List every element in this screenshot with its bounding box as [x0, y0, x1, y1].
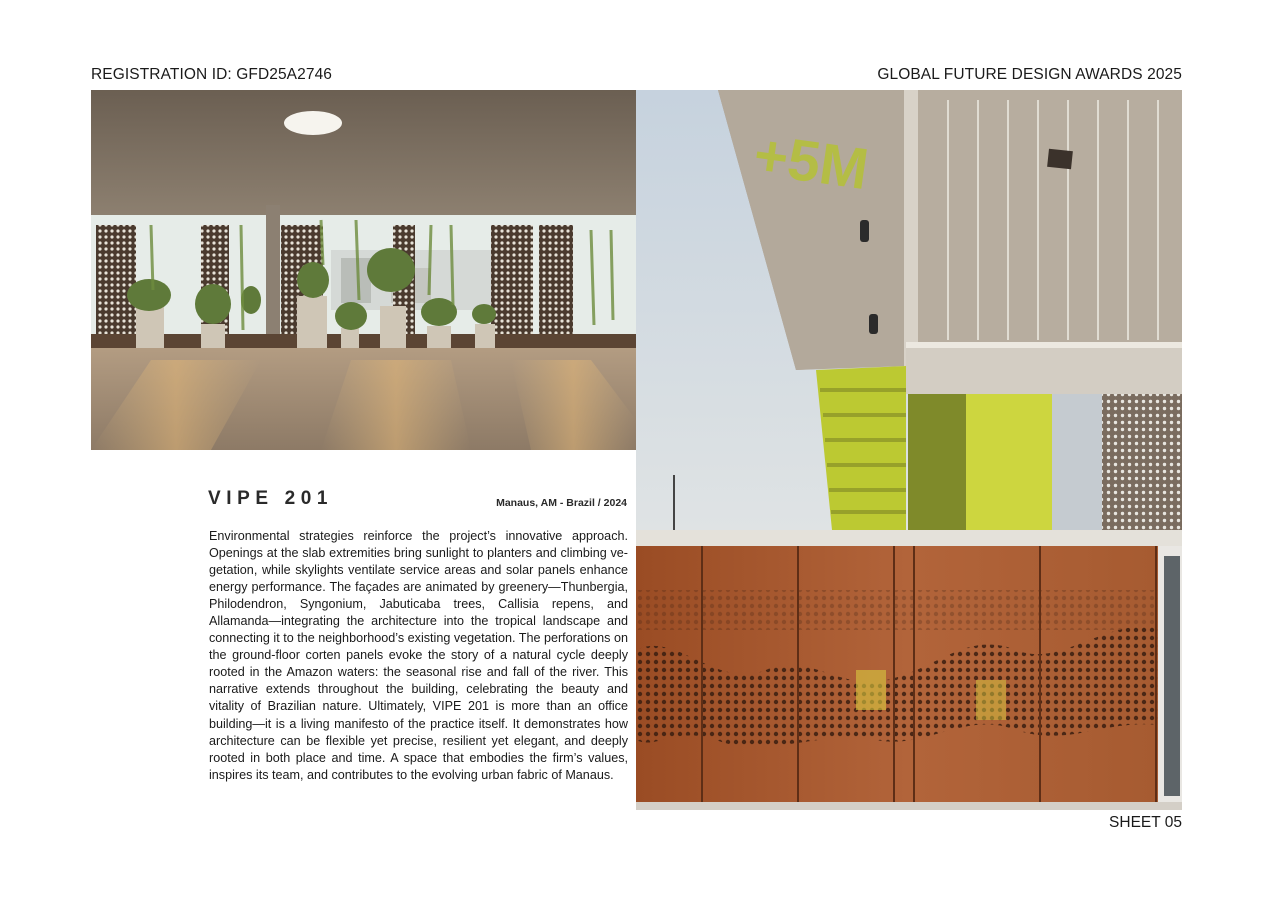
- project-location: Manaus, AM - Brazil / 2024: [496, 497, 627, 509]
- registration-id: REGISTRATION ID: GFD25A2746: [91, 66, 333, 83]
- project-description: Environmental strategies reinforce the project’s innovative approach. Openings at the slab extremities bring sunlight to planters and climbing vegetation, while skylights ventilate service areas and solar panels enhance energy performance. The façades are animated by greenery—Thunbergia, Philodendron, Syngonium, Jabuticaba trees, Callisia repens, and Allamanda—integrating the architecture into the tropical landscape and connecting it to the neighborhood’s existing vegetation. The perforations on the ground-floor corten panels evoke the story of a natural cycle deeply rooted in the Amazon waters: the seasonal rise and fall of the river. This narrative extends throughout the building, celebrating the beauty and vitality of Brazilian nature. Ultimately, VIPE 201 is more than an office building—it is a living manifesto of the practice itself. It demonstrates how architecture can be flexible yet precise, resilient yet elegant, and deeply rooted in both place and time. A space that embodies the firm’s values, inspires its team, and contributes to the evolving urban fabric of Manaus.: [209, 529, 628, 782]
- floor-level-sign: +5M: [749, 121, 873, 203]
- award-title: GLOBAL FUTURE DESIGN AWARDS 2025: [877, 66, 1182, 83]
- sheet-number: SHEET 05: [1109, 814, 1182, 831]
- project-title: VIPE 201: [208, 488, 334, 509]
- facade-photo: [636, 90, 1182, 810]
- interior-photo: [91, 90, 636, 450]
